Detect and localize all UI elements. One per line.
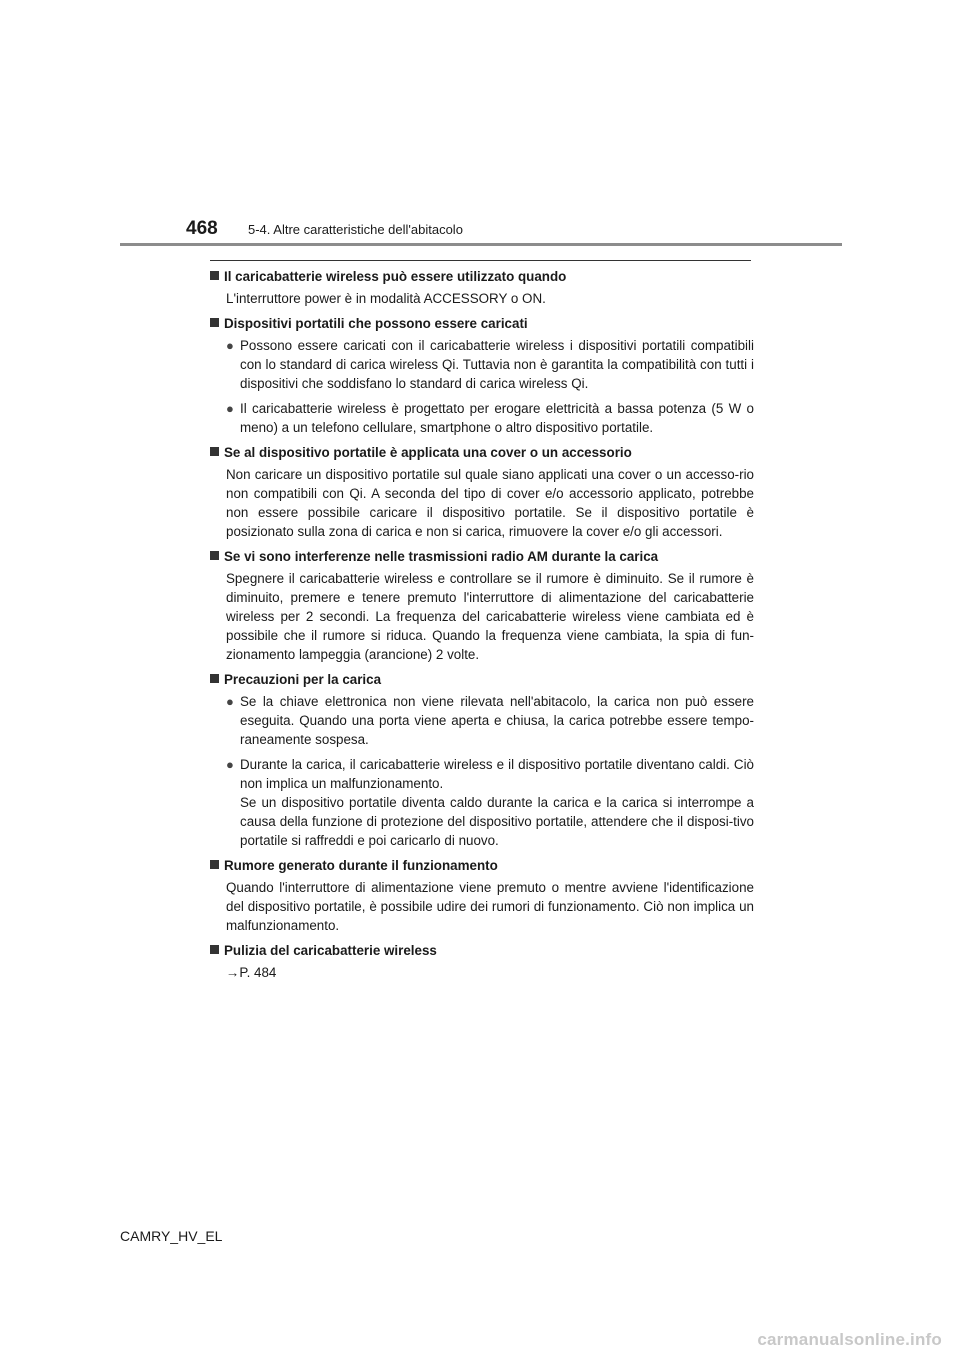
section-heading: Pulizia del caricabatterie wireless: [210, 941, 754, 960]
list-item: ● Il caricabatterie wireless è progettato per erogare elettricità a bassa potenza (5 W o meno) a un telefono cellulare, smartphone o altro dispositivo portatile.: [226, 401, 754, 435]
square-bullet-icon: [210, 945, 219, 954]
section-paragraph: Spegnere il caricabatterie wireless e controllare se il rumore è diminuito. Se il rumore è diminuito, premere e tenere premuto l'interruttore di alimentazione del caricabatterie wireless per 2 secondi. La frequenza del caricabatterie wireless viene cambiata ed è possibile che il rumore si riduca. Quando la frequenza viene cambiata, la spia di fun-zionamento lampeggia (arancione) 2 volte.: [226, 571, 754, 662]
section-compatible-devices: [210, 314, 754, 437]
circle-bullet-icon: ●: [226, 401, 234, 416]
section-heading: Precauzioni per la carica: [210, 670, 754, 689]
square-bullet-icon: [210, 860, 219, 869]
chapter-title: 5-4. Altre caratteristiche dell'abitacolo: [248, 222, 463, 237]
square-bullet-icon: [210, 674, 219, 683]
section-am-interference: [210, 547, 754, 664]
section-heading: Il caricabatterie wireless può essere utilizzato quando: [210, 267, 754, 286]
section-paragraph: Non caricare un dispositivo portatile sul quale siano applicati una cover o un accesso-rio non compatibili con Qi. A seconda del tipo di cover e/o accessorio applicato, potrebbe non essere possibile caricare il dispositivo portatile. Se il dispositivo portatile è posizionato sulla zona di carica e non si carica, rimuovere la cover e/o gli accessori.: [226, 467, 754, 539]
circle-bullet-icon: ●: [226, 757, 234, 772]
section-usage-conditions: [210, 267, 754, 308]
header-divider: [120, 243, 842, 246]
model-code: CAMRY_HV_EL: [120, 1228, 223, 1244]
page-reference-link[interactable]: →P. 484: [226, 965, 277, 980]
manual-content: [210, 267, 754, 986]
section-paragraph: Quando l'interruttore di alimentazione viene premuto o mentre avviene l'identificazione del dispositivo portatile, è possibile udire dei rumori di funzionamento. Ciò non implica un malfunzionamento.: [226, 880, 754, 933]
list-item: ● Durante la carica, il caricabatterie wireless e il dispositivo portatile diventano caldi. Ciò non implica un malfunzionamento. Se un dispositivo portatile diventa caldo durante la carica e la carica si interrompe a causa della funzione di protezione del dispositivo portatile, attendere che il disposi-tivo portatile si raffreddi e poi caricarlo di nuovo.: [226, 757, 754, 848]
section-heading: Se al dispositivo portatile è applicata una cover o un accessorio: [210, 443, 754, 462]
square-bullet-icon: [210, 271, 219, 280]
square-bullet-icon: [210, 447, 219, 456]
content-divider: [210, 260, 751, 261]
square-bullet-icon: [210, 318, 219, 327]
section-cover-accessory: [210, 443, 754, 541]
circle-bullet-icon: ●: [226, 338, 234, 353]
page-number: 468: [186, 218, 218, 239]
section-heading: Rumore generato durante il funzionamento: [210, 856, 754, 875]
section-charging-precautions: [210, 670, 754, 850]
section-cleaning: [210, 941, 754, 982]
section-paragraph: L'interruttore power è in modalità ACCESSORY o ON.: [226, 291, 546, 306]
square-bullet-icon: [210, 551, 219, 560]
circle-bullet-icon: ●: [226, 694, 234, 709]
watermark: carmanualsonline.info: [757, 1330, 942, 1349]
section-heading: Dispositivi portatili che possono essere caricati: [210, 314, 754, 333]
section-operating-noise: [210, 856, 754, 935]
list-item: ● Se la chiave elettronica non viene rilevata nell'abitacolo, la carica non può essere eseguita. Quando una porta viene aperta e chiusa, la carica potrebbe essere tempo-raneamente sospesa.: [226, 694, 754, 747]
section-heading: Se vi sono interferenze nelle trasmissioni radio AM durante la carica: [210, 547, 754, 566]
list-item: ● Possono essere caricati con il caricabatterie wireless i dispositivi portatili compatibili con lo standard di carica wireless Qi. Tuttavia non è garantita la compatibilità con tutti i dispositivi che soddisfano lo standard di carica wireless Qi.: [226, 338, 754, 391]
